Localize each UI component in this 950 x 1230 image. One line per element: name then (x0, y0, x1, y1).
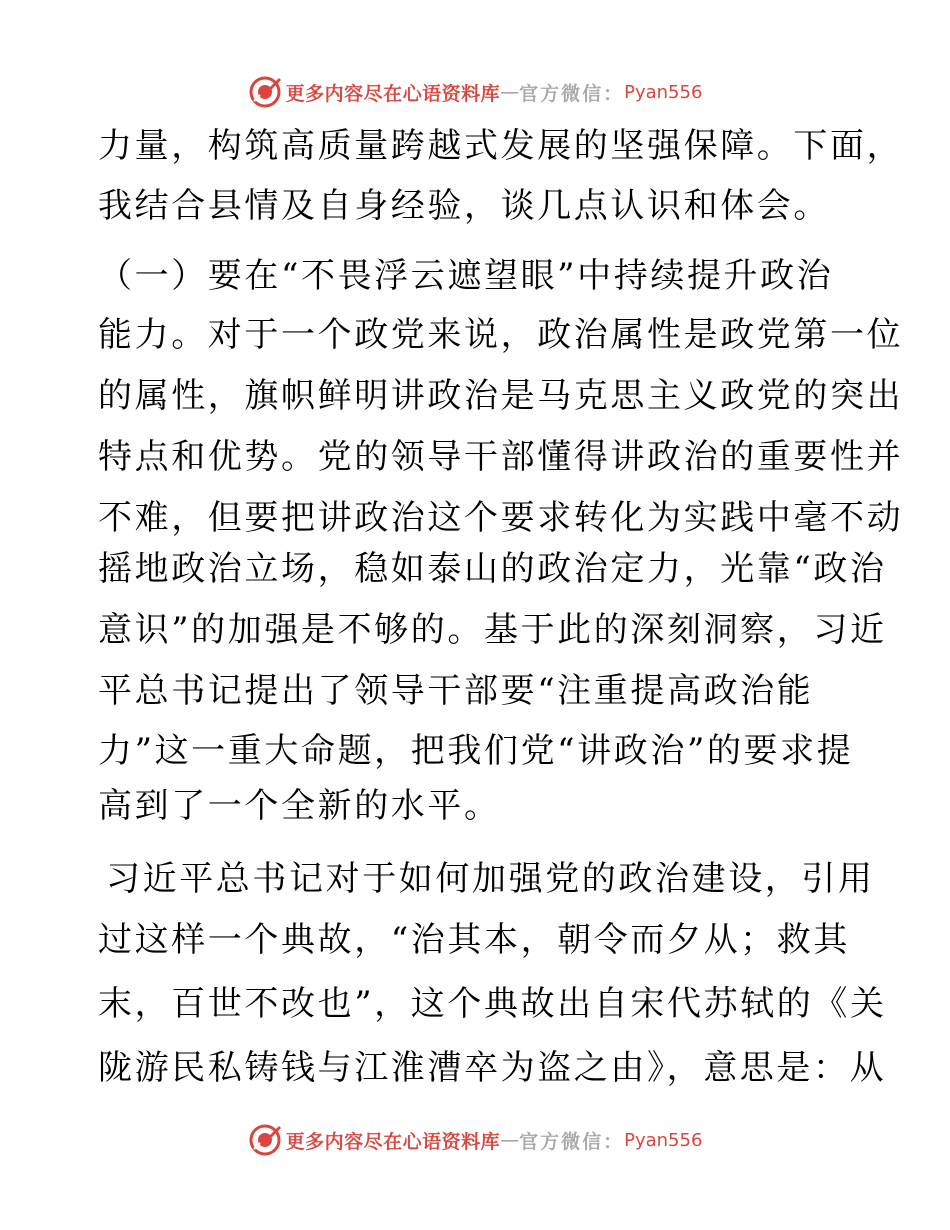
watermark-wechat-id: Pyan556 (624, 81, 703, 103)
watermark-main-text: 更多内容尽在心语资料库 (285, 1130, 501, 1153)
brand-logo-icon (248, 75, 282, 109)
text-line: 摇地政治立场，稳如泰山的政治定力，光靠“政治 (98, 549, 887, 589)
text-line: 末，百世不改也”，这个典故出自宋代苏轼的《关 (98, 984, 887, 1024)
watermark-main-text: 更多内容尽在心语资料库 (285, 82, 501, 105)
watermark-wechat-id: Pyan556 (624, 1129, 703, 1151)
footer-watermark (0, 1120, 950, 1160)
text-line: 我结合县情及自身经验，谈几点认识和体会。 (98, 186, 830, 226)
text-line: 陇游民私铸钱与江淮漕卒为盗之由》，意思是：从 (98, 1048, 887, 1088)
text-line: 力”这一重大命题，把我们党“讲政治”的要求提 (98, 731, 854, 771)
brand-logo-icon (248, 1123, 282, 1157)
section-heading-line: （一）要在“不畏浮云遮望眼”中持续提升政治 (98, 256, 834, 296)
watermark-dash: — (500, 1129, 520, 1151)
text-line: 特点和优势。党的领导干部懂得讲政治的重要性并 (98, 437, 904, 477)
text-line: 力量，构筑高质量跨越式发展的坚强保障。下面， (98, 126, 904, 166)
text-line: 的属性，旗帜鲜明讲政治是马克思主义政党的突出 (98, 376, 904, 416)
header-watermark (0, 72, 950, 112)
text-line: 高到了一个全新的水平。 (98, 786, 501, 826)
text-line: 能力。对于一个政党来说，政治属性是政党第一位 (98, 315, 904, 355)
watermark-official-label: 官方微信： (519, 82, 625, 105)
paragraph-start-line: 习近平总书记对于如何加强党的政治建设，引用 (106, 859, 875, 899)
text-line: 不难，但要把讲政治这个要求转化为实践中毫不动 (98, 498, 904, 538)
watermark-official-label: 官方微信： (519, 1130, 625, 1153)
watermark-dash: — (500, 81, 520, 103)
text-line: 过这样一个典故，“治其本，朝令而夕从；救其 (98, 920, 850, 960)
text-line: 平总书记提出了领导干部要“注重提高政治能 (98, 671, 814, 711)
text-line: 意识”的加强是不够的。基于此的深刻洞察，习近 (98, 610, 887, 650)
